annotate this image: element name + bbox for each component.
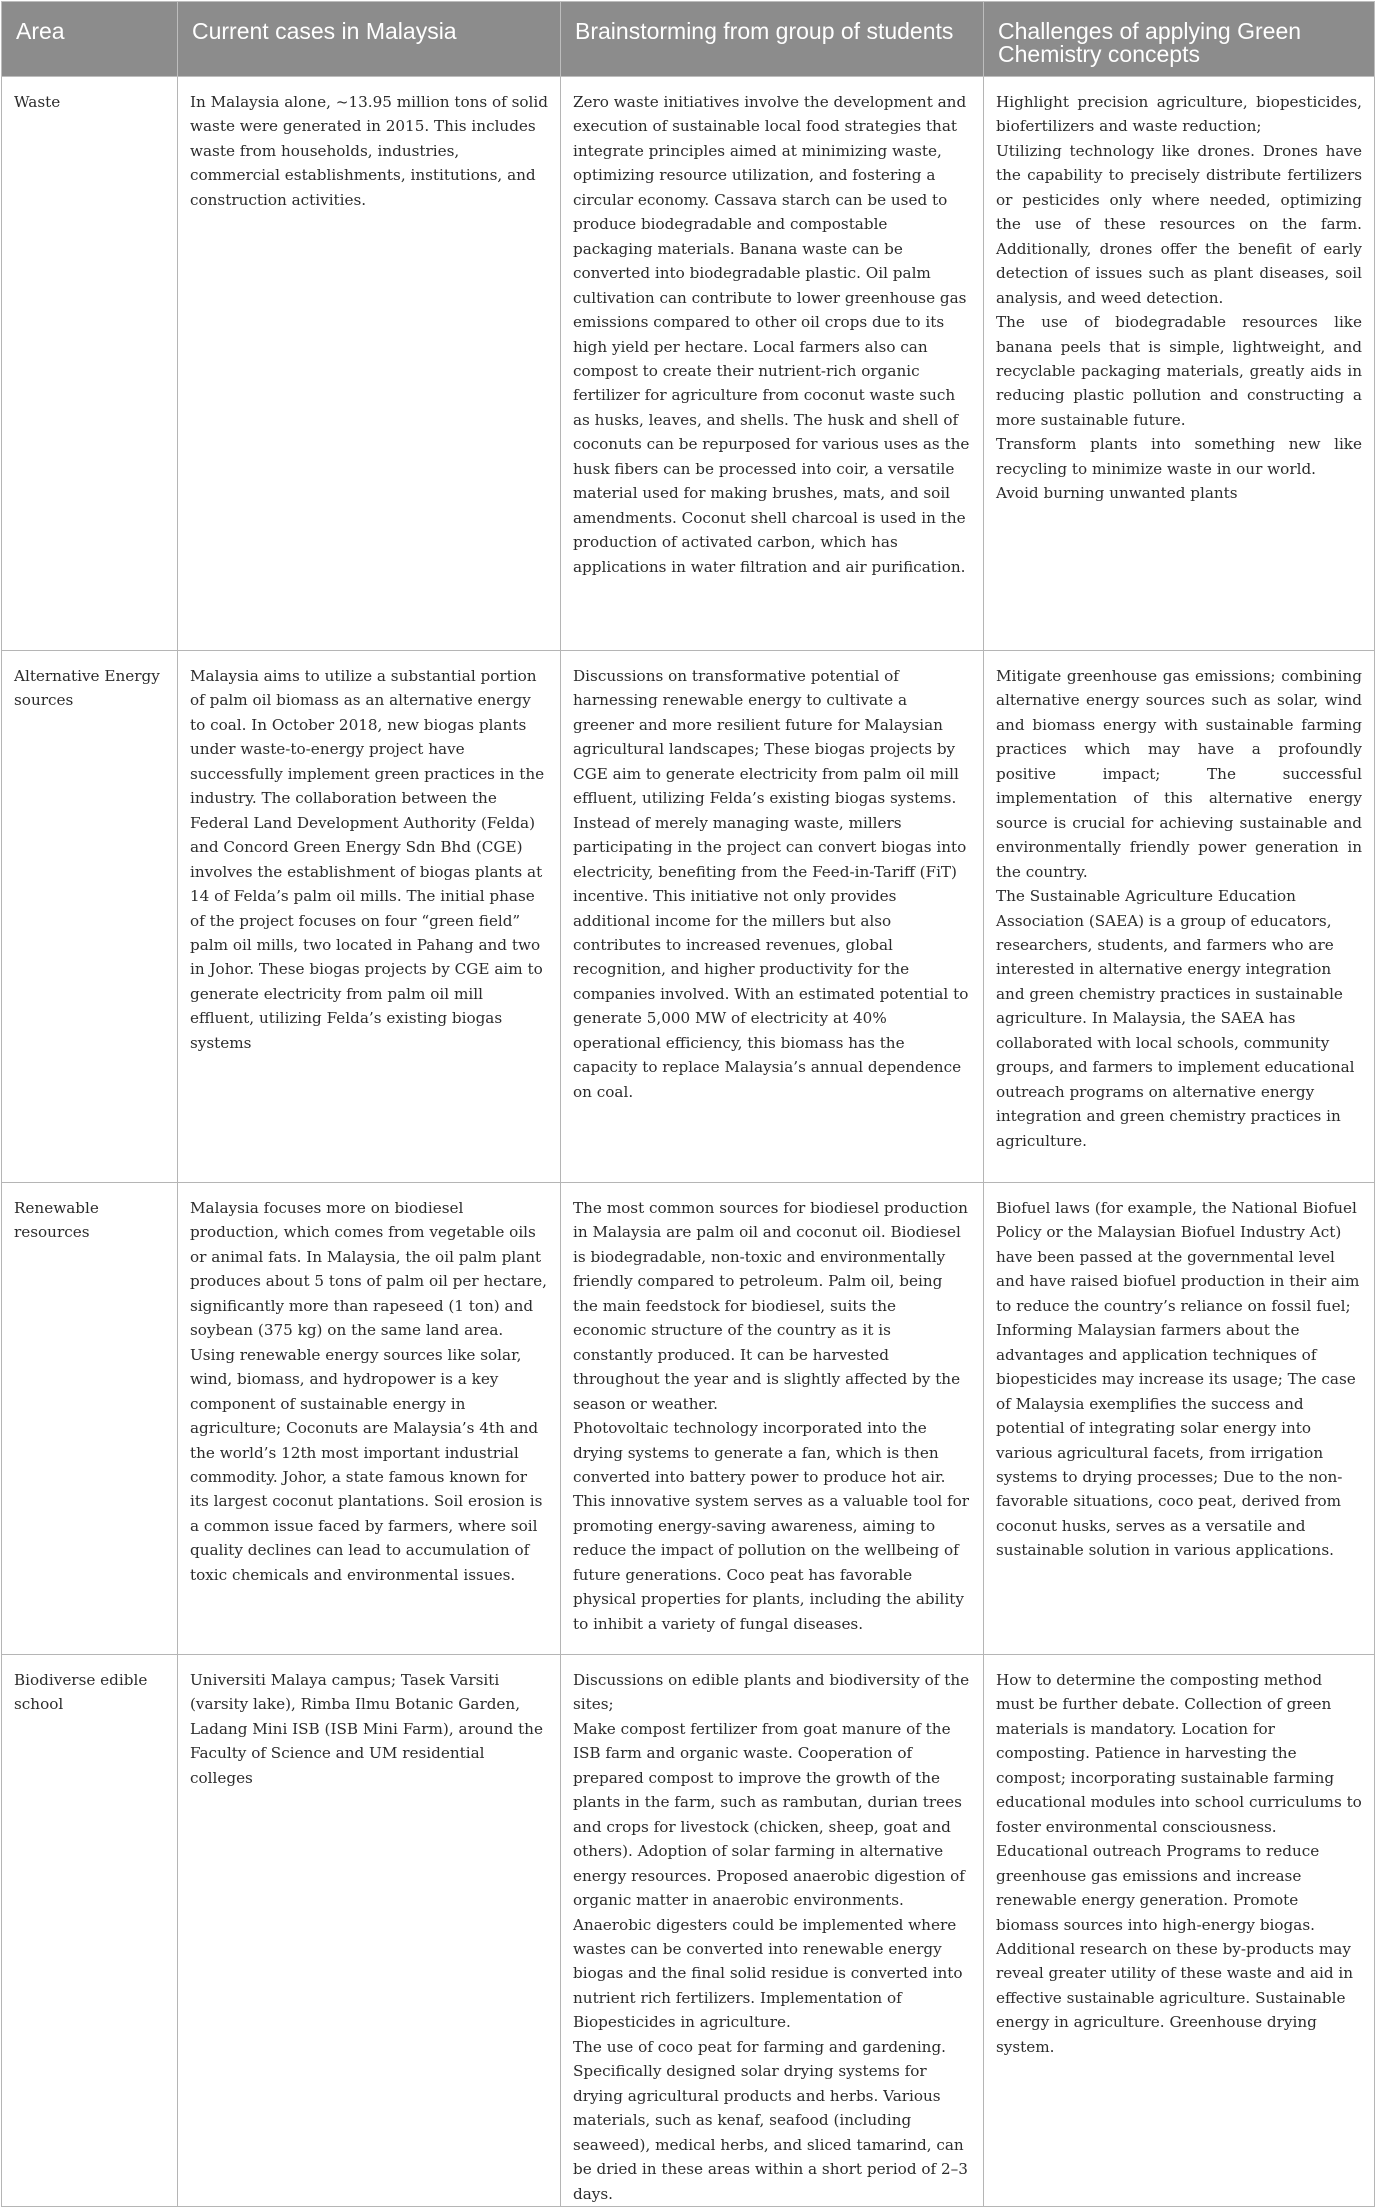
table-row xyxy=(2,651,1375,1183)
green-chemistry-table xyxy=(1,1,1375,2207)
cell-paragraph: The use of coco peat for farming and gardening. Specifically designed solar drying systems for drying agricultural products and herbs. Various materials, such as kenaf, seafood (including seaweed), medical herbs, and sliced tamarind, can be dried in these areas within a short period of 2–3 days. xyxy=(573,2037,968,2203)
page xyxy=(1,1,1374,2207)
cell-paragraph: Biofuel laws (for example, the National Biofuel Policy or the Malaysian Biofuel Industry Act) have been passed at the governmental level and have raised biofuel production in their aim to reduce the country’s reliance on fossil fuel; Informing Malaysian farmers about the advantages and application techniques of biopesticides may increase its usage; The case of Malaysia exemplifies the success and potential of integrating solar energy into various agricultural facets, from irrigation systems to drying processes; Due to the non-favorable situations, coco peat, derived from coconut husks, serves as a versatile and sustainable solution in various applications. xyxy=(996,1199,1360,1560)
header-area: Area xyxy=(2,2,178,77)
header-brainstorming: Brainstorming from group of students xyxy=(561,2,984,77)
cell-paragraph: The most common sources for biodiesel production in Malaysia are palm oil and coconut oil. Biodiesel is biodegradable, non-toxic and environmentally friendly compared to petroleum. Palm oil, being the main feedstock for biodiesel, suits the economic structure of the country as it is constantly produced. It can be harvested throughout the year and is slightly affected by the season or weather. xyxy=(573,1199,968,1413)
area-cell: Waste xyxy=(2,77,178,651)
cell-paragraph: Highlight precision agriculture, biopesticides, biofertilizers and waste reduction; xyxy=(996,93,1362,136)
table-row xyxy=(2,77,1375,651)
brainstorming-cell xyxy=(561,1183,984,1655)
area-cell: Alternative Energy sources xyxy=(2,651,178,1183)
cell-paragraph: Make compost fertilizer from goat manure of the ISB farm and organic waste. Cooperation of prepared compost to improve the growth of the plants in the farm, such as rambutan, durian trees and crops for livestock (chicken, sheep, goat and others). Adoption of solar farming in alternative energy resources. Proposed anaerobic digestion of organic matter in anaerobic environments. Anaerobic digesters could be implemented where wastes can be converted into renewable energy biogas and the final solid residue is converted into nutrient rich fertilizers. Implementation of Biopesticides in agriculture. xyxy=(573,1719,965,2032)
cell-paragraph: Zero waste initiatives involve the development and execution of sustainable local food strategies that integrate principles aimed at minimizing waste, optimizing resource utilization, and fostering a circular economy. Cassava starch can be used to produce biodegradable and compostable packaging materials. Banana waste can be converted into biodegradable plastic. Oil palm cultivation can contribute to lower greenhouse gas emissions compared to other oil crops due to its high yield per hectare. Local farmers also can compost to create their nutrient-rich organic fertilizer for agriculture from coconut waste such as husks, leaves, and shells. The husk and shell of coconuts can be repurposed for various uses as the husk fibers can be processed into coir, a versatile material used for making brushes, mats, and soil amendments. Coconut shell charcoal is used in the production of activated carbon, which has applications in water filtration and air purification. xyxy=(573,93,970,576)
challenges-cell xyxy=(984,77,1375,651)
cell-paragraph: Malaysia focuses more on biodiesel production, which comes from vegetable oils or animal fats. In Malaysia, the oil palm plant produces about 5 tons of palm oil per hectare, significantly more than rapeseed (1 ton) and soybean (375 kg) on the same land area. Using renewable energy sources like solar, wind, biomass, and hydropower is a key component of sustainable energy in agriculture; Coconuts are Malaysia’s 4th and the world’s 12th most important industrial commodity. Johor, a state famous known for its largest coconut plantations. Soil erosion is a common issue faced by farmers, where soil quality declines can lead to accumulation of toxic chemicals and environmental issues. xyxy=(190,1199,547,1584)
table-header xyxy=(2,2,1375,77)
cell-paragraph: Malaysia aims to utilize a substantial portion of palm oil biomass as an alternative energy to coal. In October 2018, new biogas plants under waste-to-energy project have successfully implement green practices in the industry. The collaboration between the Federal Land Development Authority (Felda) and Concord Green Energy Sdn Bhd (CGE) involves the establishment of biogas plants at 14 of Felda’s palm oil mills. The initial phase of the project focuses on four “green field” palm oil mills, two located in Pahang and two in Johor. These biogas projects by CGE aim to generate electricity from palm oil mill effluent, utilizing Felda’s existing biogas systems xyxy=(190,667,545,1052)
cell-paragraph: How to determine the composting method must be further debate. Collection of green materials is mandatory. Location for composting. Patience in harvesting the compost; incorporating sustainable farming educational modules into school curriculums to foster environmental consciousness. Educational outreach Programs to reduce greenhouse gas emissions and increase renewable energy generation. Promote biomass sources into high-energy biogas. Additional research on these by-products may reveal greater utility of these waste and aid in effective sustainable agriculture. Sustainable energy in agriculture. Greenhouse drying system. xyxy=(996,1671,1362,2056)
cases-cell xyxy=(178,1183,561,1655)
brainstorming-cell xyxy=(561,77,984,651)
cell-paragraph: Mitigate greenhouse gas emissions; combining alternative energy sources such as solar, wind and biomass energy with sustainable farming practices which may have a profoundly positive impact; The successful implementation of this alternative energy source is crucial for achieving sustainable and environmentally friendly power generation in the country. xyxy=(996,667,1362,881)
area-cell: Biodiverse edible school xyxy=(2,1655,178,2207)
cell-paragraph: Avoid burning unwanted plants xyxy=(996,484,1238,503)
area-cell: Renewable resources xyxy=(2,1183,178,1655)
cell-paragraph: Universiti Malaya campus; Tasek Varsiti (varsity lake), Rimba Ilmu Botanic Garden, Ladang Mini ISB (ISB Mini Farm), around the Faculty of Science and UM residential colleges xyxy=(190,1671,543,1787)
cell-paragraph: Transform plants into something new like recycling to minimize waste in our world. xyxy=(996,435,1362,478)
table-body xyxy=(2,77,1375,2207)
cell-paragraph: Utilizing technology like drones. Drones have the capability to precisely distribute fertilizers or pesticides only where needed, optimizing the use of these resources on the farm. Additionally, drones offer the benefit of early detection of issues such as plant diseases, soil analysis, and weed detection. xyxy=(996,141,1362,307)
cell-paragraph: The use of biodegradable resources like banana peels that is simple, lightweight, and recyclable packaging materials, greatly aids in reducing plastic pollution and constructing a more sustainable future. xyxy=(996,313,1362,429)
table-row xyxy=(2,1183,1375,1655)
brainstorming-cell xyxy=(561,651,984,1183)
cases-cell xyxy=(178,651,561,1183)
cell-paragraph: In Malaysia alone, ~13.95 million tons of solid waste were generated in 2015. This includes waste from households, industries, commercial establishments, institutions, and construction activities. xyxy=(190,93,548,209)
challenges-cell xyxy=(984,651,1375,1183)
header-current-cases: Current cases in Malaysia xyxy=(178,2,561,77)
table-row xyxy=(2,1655,1375,2207)
header-challenges: Challenges of applying Green Chemistry concepts xyxy=(984,2,1375,77)
header-row xyxy=(2,2,1375,77)
brainstorming-cell xyxy=(561,1655,984,2207)
cell-paragraph: Discussions on transformative potential of harnessing renewable energy to cultivate a greener and more resilient future for Malaysian agricultural landscapes; These biogas projects by CGE aim to generate electricity from palm oil mill effluent, utilizing Felda’s existing biogas systems. Instead of merely managing waste, millers participating in the project can convert biogas into electricity, benefiting from the Feed-in-Tariff (FiT) incentive. This initiative not only provides additional income for the millers but also contributes to increased revenues, global recognition, and higher productivity for the companies involved. With an estimated potential to generate 5,000 MW of electricity at 40% operational efficiency, this biomass has the capacity to replace Malaysia’s annual dependence on coal. xyxy=(573,667,969,1101)
cell-paragraph: The Sustainable Agriculture Education Association (SAEA) is a group of educators, researchers, students, and farmers who are interested in alternative energy integration and green chemistry practices in sustainable agriculture. In Malaysia, the SAEA has collaborated with local schools, community groups, and farmers to implement educational outreach programs on alternative energy integration and green chemistry practices in agriculture. xyxy=(996,887,1355,1150)
challenges-cell xyxy=(984,1183,1375,1655)
challenges-cell xyxy=(984,1655,1375,2207)
cases-cell xyxy=(178,77,561,651)
cell-paragraph: Discussions on edible plants and biodiversity of the sites; xyxy=(573,1671,970,1714)
cases-cell xyxy=(178,1655,561,2207)
cell-paragraph: Photovoltaic technology incorporated into the drying systems to generate a fan, which is then converted into battery power to produce hot air. This innovative system serves as a valuable tool for promoting energy-saving awareness, aiming to reduce the impact of pollution on the wellbeing of future generations. Coco peat has favorable physical properties for plants, including the ability to inhibit a variety of fungal diseases. xyxy=(573,1419,970,1633)
